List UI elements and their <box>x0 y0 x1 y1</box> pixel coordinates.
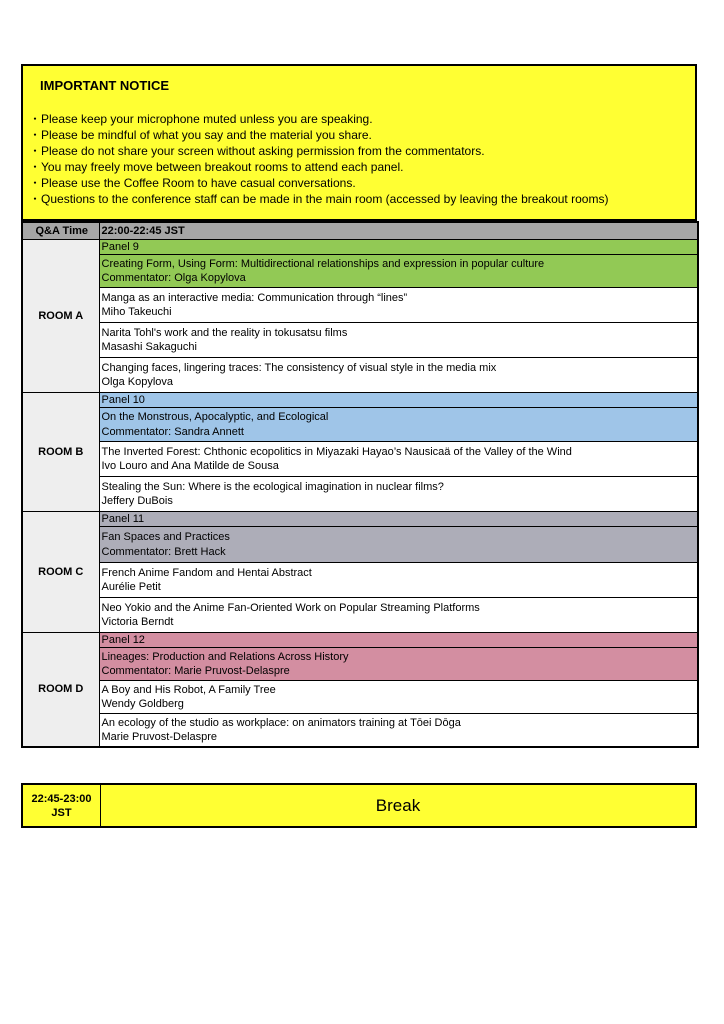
paper-author: Miho Takeuchi <box>101 306 172 318</box>
panel-title: Creating Form, Using Form: Multidirectional relationships and expression in popular culture <box>101 257 545 270</box>
table-header-row <box>22 222 698 240</box>
paper-cell <box>99 288 698 323</box>
panel-info <box>99 255 698 288</box>
table-row <box>22 648 698 681</box>
paper-author: Jeffery DuBois <box>101 495 173 507</box>
paper-title: Changing faces, lingering traces: The consistency of visual style in the media mix <box>101 361 497 374</box>
paper-cell <box>99 323 698 358</box>
table-row <box>22 288 698 323</box>
table-row <box>22 633 698 648</box>
panel-commentator: Commentator: Marie Pruvost-Delaspre <box>101 665 290 677</box>
paper-author: Aurélie Petit <box>101 581 161 593</box>
table-row <box>22 442 698 477</box>
notice-title: IMPORTANT NOTICE <box>40 78 170 93</box>
panel-commentator: Commentator: Sandra Annett <box>101 425 244 438</box>
break-time <box>23 785 101 826</box>
room-label: ROOM A <box>22 240 99 393</box>
notice-item: ・ Please keep your microphone muted unless you are speaking. <box>23 111 695 127</box>
paper-author: Victoria Berndt <box>101 616 174 628</box>
panel-info <box>99 648 698 681</box>
break-row <box>21 783 697 828</box>
paper-cell <box>99 442 698 477</box>
notice-item: ・ Please be mindful of what you say and the material you share. <box>23 127 695 143</box>
table-row <box>22 563 698 598</box>
table-row <box>22 527 698 563</box>
paper-cell <box>99 714 698 748</box>
table-row <box>22 681 698 714</box>
paper-title: The Inverted Forest: Chthonic ecopolitics in Miyazaki Hayao’s Nausicaä of the Valley of the Wind <box>101 445 572 458</box>
panel-number: Panel 9 <box>99 240 698 255</box>
panel-title: Lineages: Production and Relations Across History <box>101 650 349 663</box>
break-label: Break <box>375 796 421 815</box>
table-row <box>22 714 698 748</box>
room-label: ROOM C <box>22 512 99 633</box>
table-row <box>22 393 698 408</box>
panel-info <box>99 408 698 442</box>
table-row <box>22 240 698 255</box>
paper-cell <box>99 477 698 512</box>
table-row <box>22 512 698 527</box>
panel-number: Panel 12 <box>99 633 698 648</box>
table-row <box>22 255 698 288</box>
paper-title: Neo Yokio and the Anime Fan-Oriented Work on Popular Streaming Platforms <box>101 601 480 614</box>
panel-commentator: Commentator: Olga Kopylova <box>101 272 246 284</box>
table-row <box>22 598 698 633</box>
paper-title: An ecology of the studio as workplace: on animators training at Tōei Dōga <box>101 716 461 729</box>
paper-author: Wendy Goldberg <box>101 698 184 710</box>
panel-title: On the Monstrous, Apocalyptic, and Ecological <box>101 411 329 423</box>
paper-title: Manga as an interactive media: Communication through “lines” <box>101 291 408 304</box>
room-label: ROOM D <box>22 633 99 748</box>
panel-info <box>99 527 698 563</box>
paper-author: Olga Kopylova <box>101 376 174 388</box>
important-notice <box>21 64 697 221</box>
notice-item: ・ Questions to the conference staff can be made in the main room (accessed by leaving the breakout rooms) <box>23 191 695 207</box>
break-time-range: 22:45-23:00 <box>31 792 92 805</box>
paper-title: Narita Tohl's work and the reality in tokusatsu films <box>101 326 348 339</box>
paper-author: Ivo Louro and Ana Matilde de Sousa <box>101 460 279 472</box>
panel-number: Panel 10 <box>99 393 698 408</box>
schedule-page <box>21 64 697 748</box>
panel-title: Fan Spaces and Practices <box>101 531 230 543</box>
paper-author: Marie Pruvost-Delaspre <box>101 731 218 743</box>
schedule-table <box>21 221 699 748</box>
paper-cell <box>99 358 698 393</box>
paper-title: Stealing the Sun: Where is the ecological imagination in nuclear films? <box>101 480 444 493</box>
paper-title: French Anime Fandom and Hentai Abstract <box>101 566 312 579</box>
room-label: ROOM B <box>22 393 99 512</box>
table-row <box>22 477 698 512</box>
break-time-zone: JST <box>51 806 72 819</box>
panel-commentator: Commentator: Brett Hack <box>101 545 226 558</box>
table-row <box>22 358 698 393</box>
paper-cell <box>99 563 698 598</box>
notice-item: ・ You may freely move between breakout rooms to attend each panel. <box>23 159 695 175</box>
panel-number: Panel 11 <box>99 512 698 527</box>
qa-time-value: 22:00-22:45 JST <box>99 222 698 240</box>
paper-cell <box>99 598 698 633</box>
table-row <box>22 323 698 358</box>
paper-author: Masashi Sakaguchi <box>101 341 197 353</box>
table-row <box>22 408 698 442</box>
notice-item: ・ Please do not share your screen without asking permission from the commentators. <box>23 143 695 159</box>
paper-cell <box>99 681 698 714</box>
notice-item: ・ Please use the Coffee Room to have casual conversations. <box>23 175 695 191</box>
paper-title: A Boy and His Robot, A Family Tree <box>101 683 276 696</box>
notice-list <box>23 111 695 207</box>
qa-time-label: Q&A Time <box>22 222 99 240</box>
